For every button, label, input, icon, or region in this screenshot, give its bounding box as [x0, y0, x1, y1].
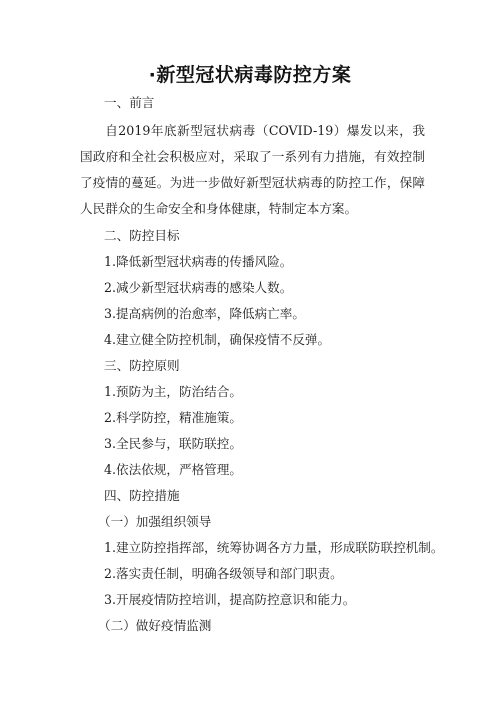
document-title: ·新型冠状病毒防控方案 [148, 64, 352, 86]
principle-item: 4.依法依规，严格管理。 [104, 462, 242, 477]
goal-item: 2.减少新型冠状病毒的感染人数。 [104, 280, 293, 295]
measure-item: 3.开展疫情防控培训，提高防控意识和能力。 [104, 592, 356, 607]
principle-item: 1.预防为主，防治结合。 [104, 384, 242, 399]
section-heading-goals: 二、防控目标 [104, 228, 180, 243]
section-heading-principles: 三、防控原则 [104, 358, 180, 373]
section-heading-preface: 一、前言 [104, 95, 155, 110]
goal-item: 1.降低新型冠状病毒的传播风险。 [104, 254, 293, 269]
principle-item: 3.全民参与，联防联控。 [104, 436, 242, 451]
preface-paragraph: 自2019年底新型冠状病毒（COVID-19）爆发以来，我国政府和全社会积极应对，采取了一系列有力措施，有效控制了疫情的蔓延。为进一步做好新型冠状病毒的防控工作，保障人民群众的生命安全和身体健康，特制定本方案。 [80, 123, 425, 216]
goal-item: 4.建立健全防控机制，确保疫情不反弹。 [104, 332, 331, 347]
measure-item: 2.落实责任制，明确各级领导和部门职责。 [104, 566, 343, 581]
goal-item: 3.提高病例的治愈率，降低病亡率。 [104, 306, 305, 321]
section-heading-measures: 四、防控措施 [104, 488, 180, 503]
measures-subheading: （二）做好疫情监测 [98, 618, 212, 633]
measure-item: 1.建立防控指挥部，统筹协调各方力量，形成联防联控机制。 [104, 540, 444, 555]
measures-subheading: （一）加强组织领导 [98, 514, 212, 529]
principle-item: 2.科学防控，精准施策。 [104, 410, 242, 425]
